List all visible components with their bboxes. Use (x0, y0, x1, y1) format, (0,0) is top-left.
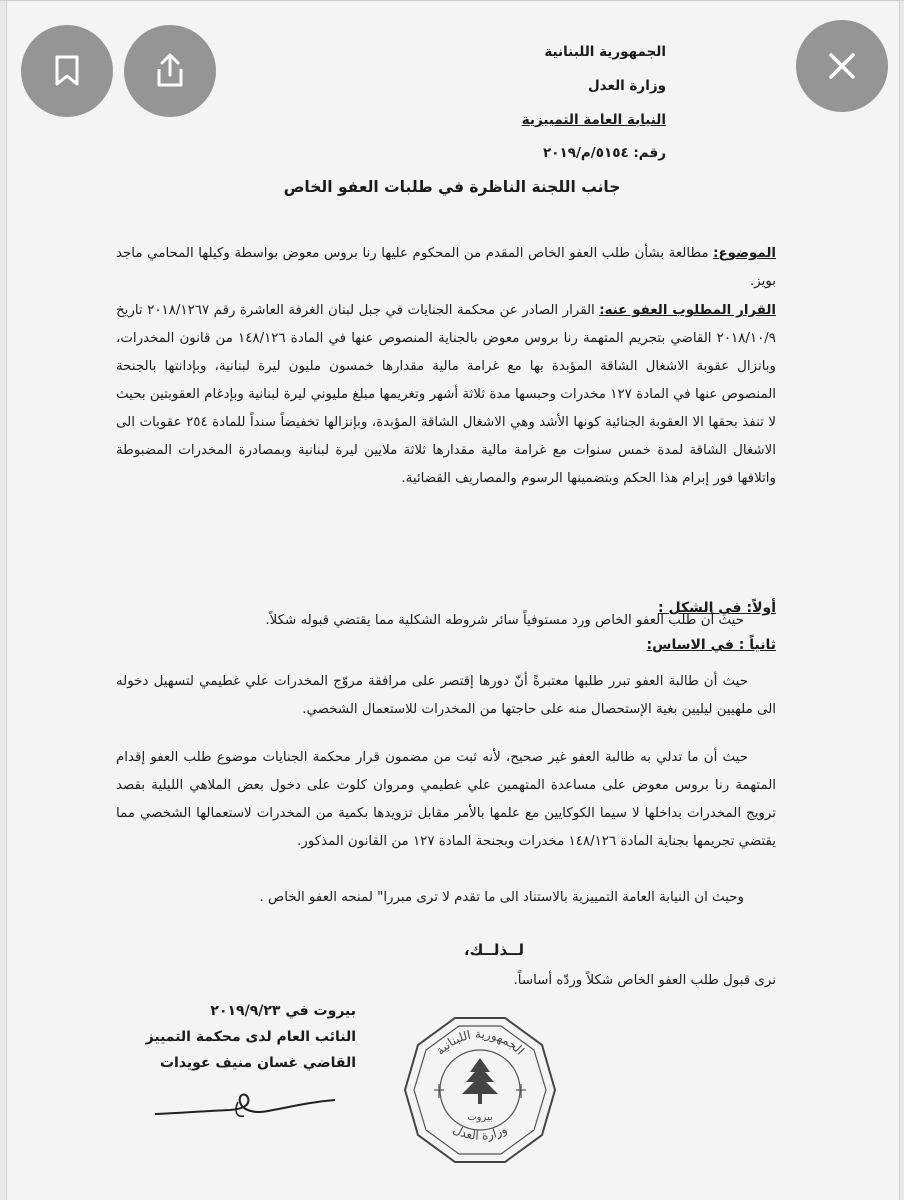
conclusion-text: وحيث ان النيابة العامة التمييزية بالاستناد الى ما تقدم لا ترى مبررا" لمنحه العفو الخاص . (259, 890, 744, 905)
basis-paragraph-1: حيث أن طالبة العفو تبرر طلبها معتبرةً أنّ دورها إقتصر على مرافقة مروّج المخدرات علي غطيمي لتسهيل دخوله الى ملهيين ليليين بغية الإستحصال منه على حاجتها من المخدرات للاستعمال الشخصي. (116, 674, 776, 717)
bookmark-icon (54, 55, 80, 87)
stamp-outer-text: الجمهورية اللبنانية (433, 1026, 528, 1058)
share-icon (153, 53, 187, 89)
close-icon (827, 51, 857, 81)
header-prosecution: النيابة العامة التمييزية (521, 112, 666, 128)
stamp-city: بيروت (467, 1112, 493, 1123)
subject-text: مطالعة بشأن طلب العفو الخاص المقدم من المحكوم عليها رنا بروس معوض بواسطة وكيلها المحامي ماجد بويز. (116, 246, 776, 289)
subject-paragraph (116, 240, 776, 296)
form-section-heading: أولاً: في الشكل : (657, 600, 776, 616)
decision-label: القرار المطلوب العفو عنه: (599, 303, 776, 318)
header-ministry: وزارة العدل (587, 78, 666, 94)
handwritten-signature (150, 1080, 340, 1140)
therefore-heading: لــذلــك، (463, 941, 524, 959)
document-title: جانب اللجنة الناظرة في طلبات العفو الخاص (283, 178, 621, 196)
basis-paragraph-2: حيث أن ما تدلي به طالبة العفو غير صحيح، لأنه ثبت من مضمون قرار محكمة الجنايات موضوع طلب العفو إقدام المتهمة رنا بروس معوض على مساعدة المتهمين علي غطيمي ومروان كلوت على دخول بعض الملاهي الليلية بقصد ترويج المخدرات بداخلها لا سيما الكوكايين مع علمها بالأمر مقابل تزويدها بكمية من المخدرات لاستعمالها الشخصي مما يقتضي تجريمها بجناية المادة ١٤٨/١٢٦ مخدرات وبجنحة المادة ١٢٧ من القانون المذكور. (116, 750, 776, 849)
basis-section-heading: ثانياً : في الاساس: (646, 637, 776, 653)
signature-place-date: بيروت في ٢٠١٩/٩/٢٣ (210, 1003, 356, 1019)
signature-name: القاضي غسان منيف عويدات (159, 1055, 356, 1071)
official-stamp (400, 1010, 560, 1170)
close-button[interactable] (796, 20, 888, 112)
header-republic: الجمهورية اللبنانية (544, 44, 666, 60)
share-button[interactable] (124, 25, 216, 117)
form-section-text: حيث أن طلب العفو الخاص ورد مستوفياً سائر شروطه الشكلية مما يقتضي قبوله شكلاً. (265, 613, 744, 628)
stamp-bottom-text: وزارة العدل (450, 1122, 510, 1143)
decision-text: القرار الصادر عن محكمة الجنايات في جبل لبنان الغرفة العاشرة رقم ٢٠١٨/١٢٦٧ تاريخ ٢٠١٨/١٠/٩ القاضي بتجريم المتهمة رنا بروس معوض بالجناية المنصوص عنها في المادة ١٤٨/١٢٦ من قانون المخدرات، وبانزال عقوبة الاشغال الشاقة المؤبدة بها مع غرامة مالية مقدارها خمسون مليون ليرة لبنانية، وبإدانتها بالجنحة المنصوص عنها في المادة ١٢٧ مخدرات وحبسها مدة ثلاثة أشهر وتغريمها مبلغ مليوني ليرة لبنانية وبإدغام العقوبتين بحيث لا تنفذ بحقها الا العقوبة الجنائية كونها الأشد وهي الاشغال الشاقة المؤبدة، وبإنزالها تخفيضاً سنداً للمادة ٢٥٤ عقوبات الى الاشغال الشاقة لمدة خمس سنوات مع غرامة مالية مقدارها ثلاثة ملايين ليرة لبنانية وبمصادرة المخدرات المضبوطة واتلافها فور إبرام هذا الحكم وبتضمينها الرسوم والمصاريف القضائية. (116, 303, 776, 486)
signature-position: النائب العام لدى محكمة التمييز (145, 1029, 356, 1045)
subject-label: الموضوع: (713, 246, 776, 261)
recommendation-text: نرى قبول طلب العفو الخاص شكلاً وردّه أساساً. (513, 973, 776, 988)
reference-number: رقم: ٥١٥٤/م/٢٠١٩ (543, 145, 666, 161)
cedar-icon (462, 1058, 498, 1104)
bookmark-button[interactable] (21, 25, 113, 117)
decision-paragraph (116, 297, 776, 493)
